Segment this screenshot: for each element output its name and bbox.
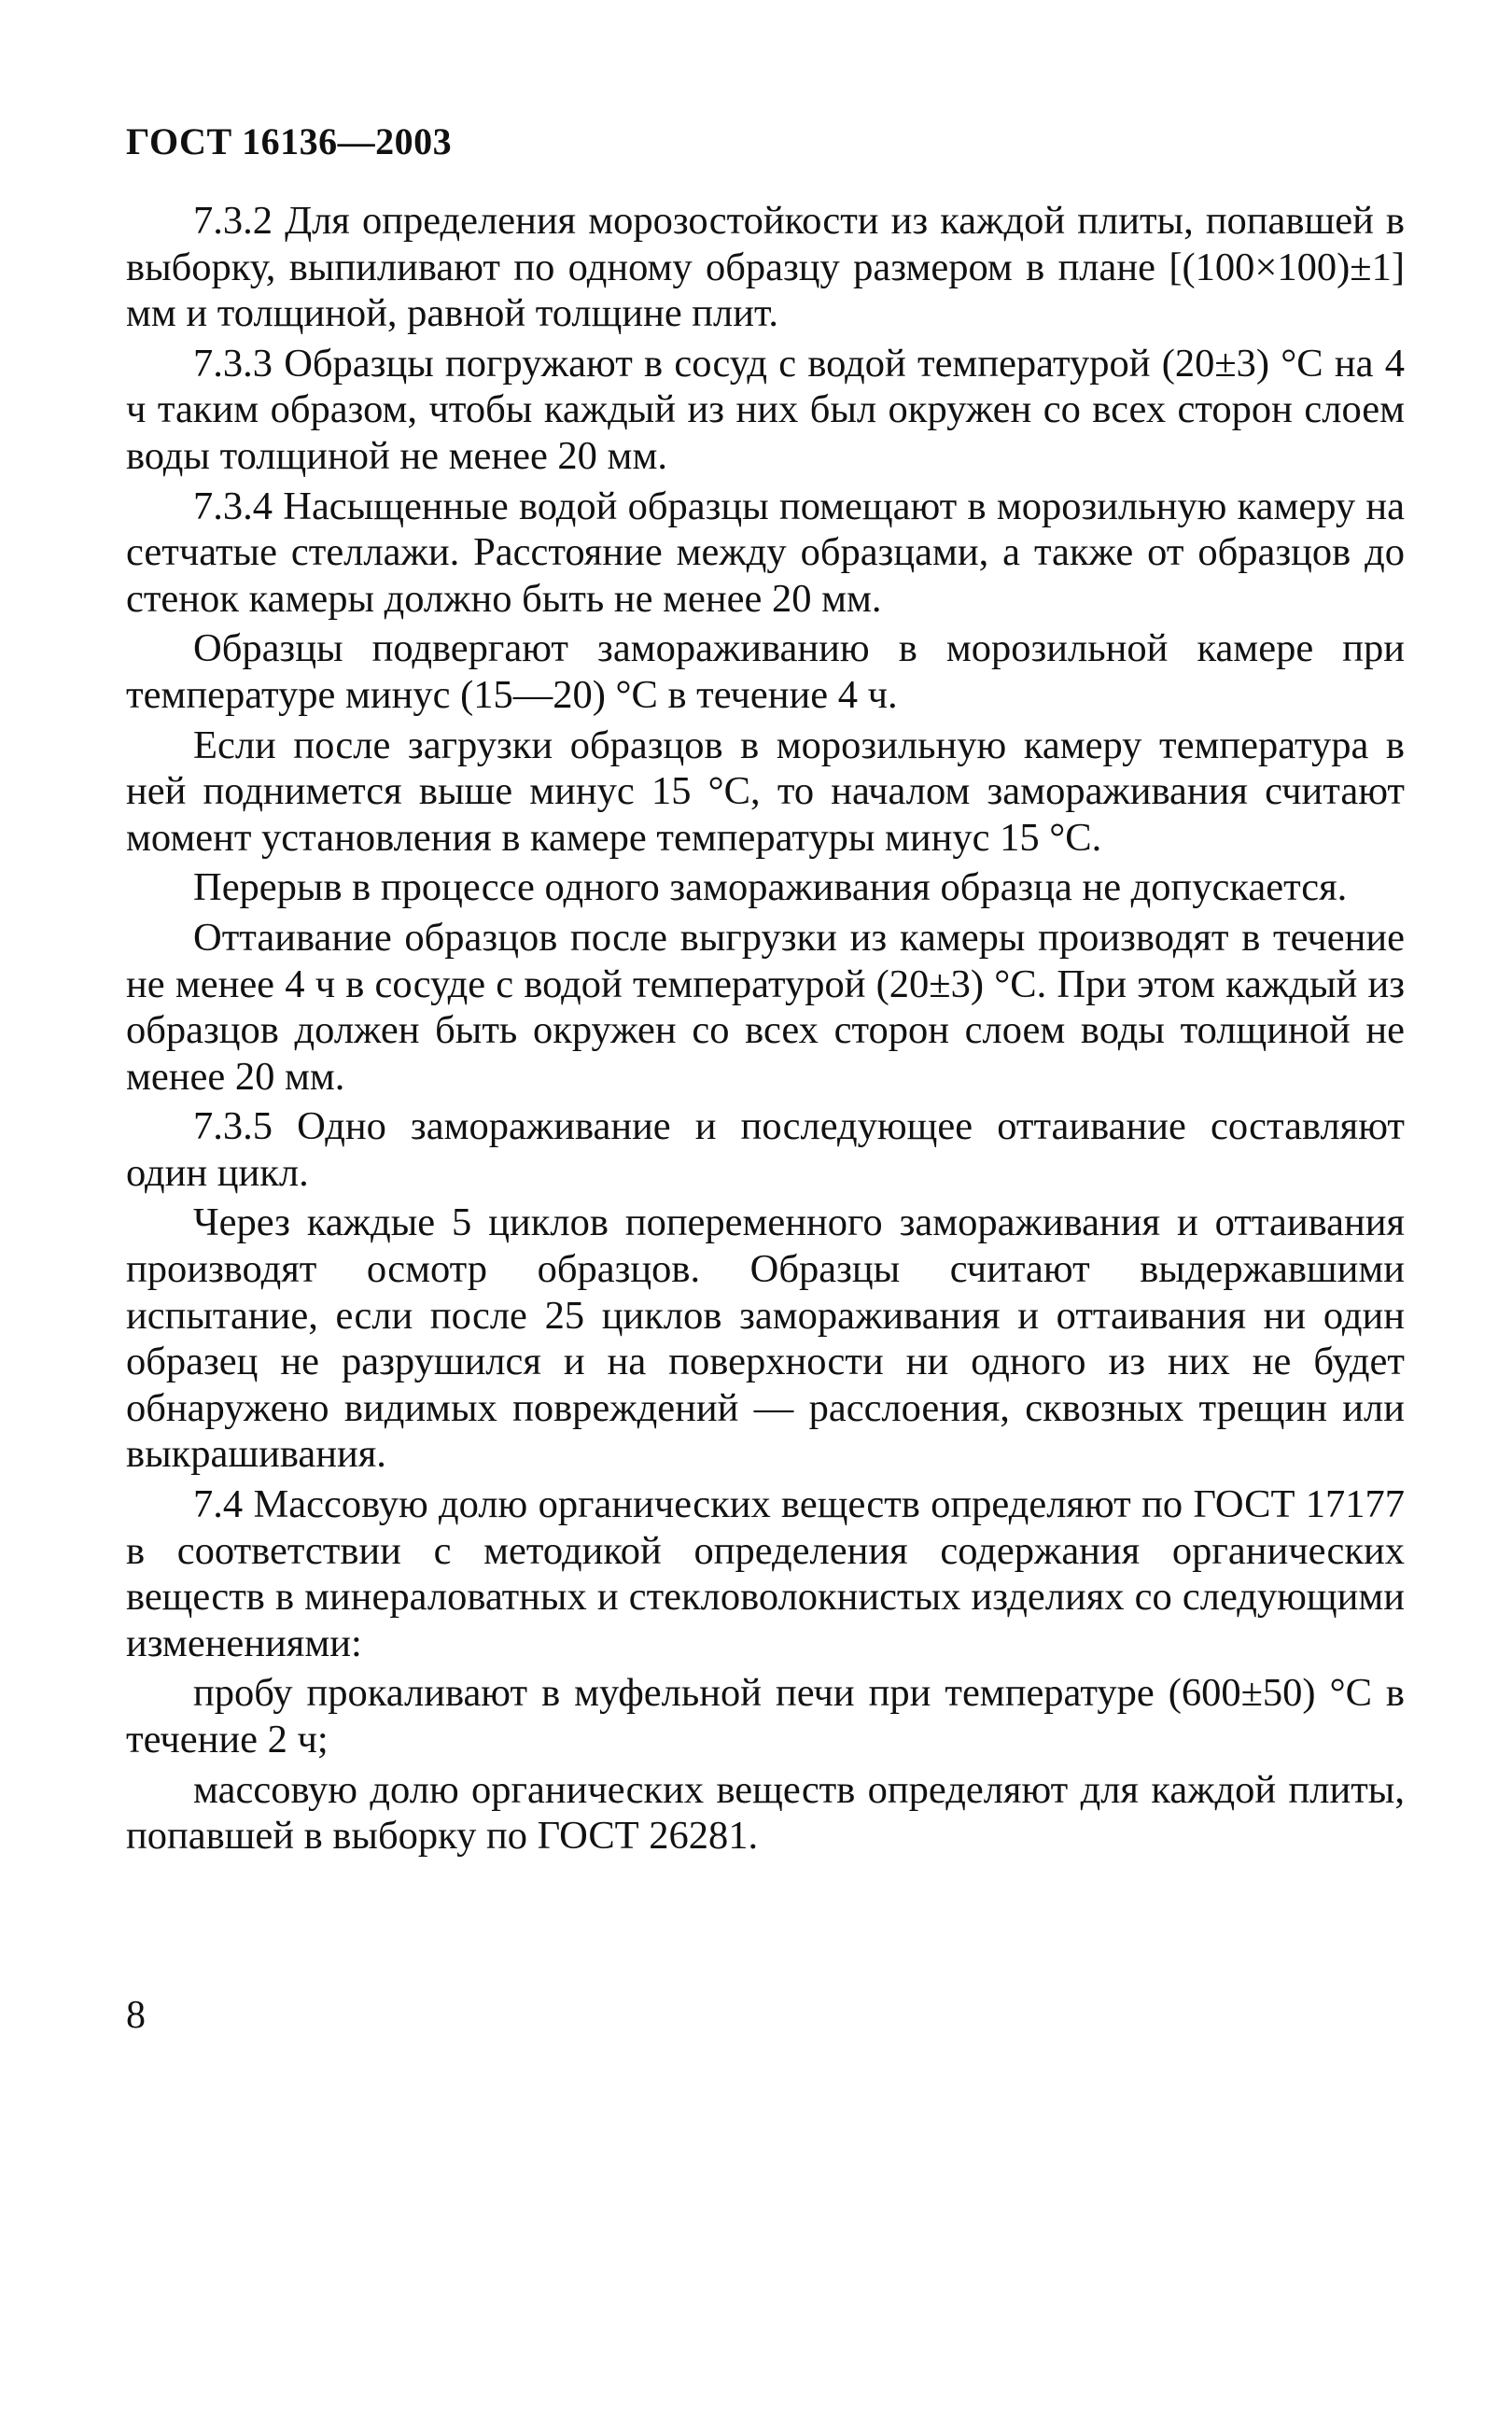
document-body (126, 198, 1405, 1863)
paragraph-mass-fraction: массовую долю органических веществ определяют для каждой плиты, попавшей в выборку по ГОСТ 26281. (126, 1767, 1405, 1859)
paragraph-7-4: 7.4 Массовую долю органических веществ определяют по ГОСТ 17177 в соответствии с методикой определения содержания органических веществ в минераловатных и стекловолокнистых изделиях со следующими изменениями: (126, 1482, 1405, 1665)
paragraph-inspection: Через каждые 5 циклов попеременного замораживания и оттаивания производят осмотр образцов. Образцы считают выдержавшими испытание, если после 25 циклов замораживания и оттаивания ни один образец не разрушился и на поверхности ни одного из них не будет обнаружено видимых повреждений — расслоения, сквозных трещин или выкрашивания. (126, 1200, 1405, 1477)
paragraph-thawing: Оттаивание образцов после выгрузки из камеры производят в течение не менее 4 ч в сосуде с водой температурой (20±3) °С. При этом каждый из образцов должен быть окружен со всех сторон слоем воды толщиной не менее 20 мм. (126, 915, 1405, 1099)
paragraph-freezing: Образцы подвергают замораживанию в морозильной камере при температуре минус (15—20) °С в течение 4 ч. (126, 626, 1405, 717)
paragraph-temperature-rise: Если после загрузки образцов в морозильную камеру температура в ней поднимется выше минус 15 °С, то началом замораживания считают момент установления в камере температуры минус 15 °С. (126, 723, 1405, 860)
paragraph-interruption: Перерыв в процессе одного замораживания образца не допускается. (193, 865, 1348, 910)
paragraph-7-3-2: 7.3.2 Для определения морозостойкости из каждой плиты, попавшей в выборку, выпиливают по одному образцу размером в плане [(100×100)±1] мм и толщиной, равной толщине плит. (126, 199, 1405, 336)
page-number: 8 (126, 1994, 146, 2037)
paragraph-calcination: пробу прокаливают в муфельной печи при температуре (600±50) °С в течение 2 ч; (126, 1671, 1405, 1761)
paragraph-7-3-3: 7.3.3 Образцы погружают в сосуд с водой температурой (20±3) °С на 4 ч таким образом, чтобы каждый из них был окружен со всех сторон слоем воды толщиной не менее 20 мм. (126, 341, 1405, 478)
paragraph-7-3-5: 7.3.5 Одно замораживание и последующее оттаивание составляют один цикл. (126, 1104, 1405, 1195)
document-header: ГОСТ 16136—2003 (126, 120, 453, 162)
paragraph-7-3-4: 7.3.4 Насыщенные водой образцы помещают в морозильную камеру на сетчатые стеллажи. Расстояние между образцами, а также от образцов до стенок камеры должно быть не менее 20 мм. (126, 484, 1405, 621)
